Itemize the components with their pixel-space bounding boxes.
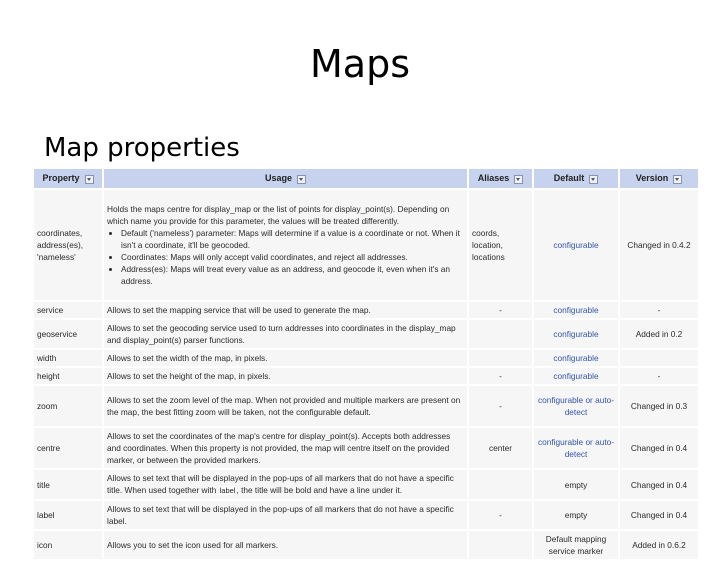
cell-default: empty bbox=[534, 501, 618, 529]
table-row bbox=[34, 470, 698, 499]
cell-version: Changed in 0.4 bbox=[620, 470, 698, 499]
cell-usage bbox=[104, 190, 467, 300]
cell-property: service bbox=[34, 302, 102, 318]
table-row bbox=[34, 531, 698, 559]
usage-intro: Holds the maps centre for display_map or the list of points for display_point(s). Depending on which name you provide for this parameter, the values will be treated differently. bbox=[107, 204, 450, 226]
usage-bullet: • Default ('nameless') parameter: Maps will determine if a value is a coordinate or not. When it isn't a coordinate, it'll be geocoded. bbox=[121, 227, 464, 251]
cell-aliases: center bbox=[469, 428, 532, 468]
sort-icon[interactable] bbox=[297, 175, 306, 184]
cell-property: zoom bbox=[34, 386, 102, 426]
cell-version: - bbox=[620, 368, 698, 384]
table-row bbox=[34, 368, 698, 384]
cell-property: height bbox=[34, 368, 102, 384]
cell-version: Changed in 0.4.2 bbox=[620, 190, 698, 300]
cell-aliases: - bbox=[469, 501, 532, 529]
header-version[interactable]: Version bbox=[620, 169, 698, 188]
cell-version: Changed in 0.4 bbox=[620, 428, 698, 468]
cell-default: empty bbox=[534, 470, 618, 499]
cell-usage: Allows to set text that will be displayed in the pop-ups of all markers that do not have a specific title. When used together with label, the title will be bold and have a line under it. bbox=[104, 470, 467, 499]
cell-aliases: - bbox=[469, 386, 532, 426]
map-properties-table-container bbox=[32, 167, 691, 556]
cell-aliases: coords, location, locations bbox=[469, 190, 532, 300]
sort-icon[interactable] bbox=[85, 175, 94, 184]
cell-default: configurable bbox=[534, 190, 618, 300]
header-default[interactable]: Default bbox=[534, 169, 618, 188]
table-row bbox=[34, 386, 698, 426]
cell-usage: Allows to set the width of the map, in pixels. bbox=[104, 350, 467, 366]
cell-usage: Allows you to set the icon used for all markers. bbox=[104, 531, 467, 559]
sort-icon[interactable] bbox=[589, 175, 598, 184]
cell-usage: Allows to set the height of the map, in pixels. bbox=[104, 368, 467, 384]
cell-version: Changed in 0.3 bbox=[620, 386, 698, 426]
cell-aliases bbox=[469, 531, 532, 559]
cell-property: centre bbox=[34, 428, 102, 468]
cell-property: geoservice bbox=[34, 320, 102, 348]
cell-default: configurable bbox=[534, 302, 618, 318]
header-property[interactable]: Property bbox=[34, 169, 102, 188]
cell-usage: Allows to set the coordinates of the map's centre for display_point(s). Accepts both addresses and coordinates. When this property is not provided, the map will centre itself on the provided marker, or between the provided markers. bbox=[104, 428, 467, 468]
sort-icon[interactable] bbox=[673, 175, 682, 184]
table-row bbox=[34, 320, 698, 348]
table-header-row bbox=[34, 169, 698, 188]
cell-default: configurable or auto-detect bbox=[534, 386, 618, 426]
cell-version: Added in 0.2 bbox=[620, 320, 698, 348]
header-aliases[interactable]: Aliases bbox=[469, 169, 532, 188]
sort-icon[interactable] bbox=[514, 175, 523, 184]
cell-version: Added in 0.6.2 bbox=[620, 531, 698, 559]
slide-subtitle: Map properties bbox=[44, 133, 240, 163]
cell-aliases bbox=[469, 350, 532, 366]
inline-code: label bbox=[219, 486, 236, 495]
cell-version bbox=[620, 350, 698, 366]
usage-bullet-list bbox=[107, 227, 464, 287]
usage-bullet: • Coordinates: Maps will only accept valid coordinates, and reject all addresses. bbox=[121, 251, 464, 263]
cell-property: width bbox=[34, 350, 102, 366]
cell-usage: Allows to set the mapping service that will be used to generate the map. bbox=[104, 302, 467, 318]
cell-aliases: - bbox=[469, 302, 532, 318]
cell-property: icon bbox=[34, 531, 102, 559]
cell-usage: Allows to set text that will be displayed in the pop-ups of all markers that do not have a specific label. bbox=[104, 501, 467, 529]
cell-default: configurable bbox=[534, 320, 618, 348]
cell-aliases bbox=[469, 320, 532, 348]
cell-property: label bbox=[34, 501, 102, 529]
header-usage[interactable]: Usage bbox=[104, 169, 467, 188]
cell-property: title bbox=[34, 470, 102, 499]
table-row bbox=[34, 501, 698, 529]
cell-default: configurable or auto-detect bbox=[534, 428, 618, 468]
table-row bbox=[34, 190, 698, 300]
cell-aliases: - bbox=[469, 368, 532, 384]
cell-version: - bbox=[620, 302, 698, 318]
table-row bbox=[34, 350, 698, 366]
usage-bullet: • Address(es): Maps will treat every value as an address, and geocode it, even when it's an address. bbox=[121, 263, 464, 287]
cell-usage: Allows to set the geocoding service used to turn addresses into coordinates in the display_map and display_point(s) parser functions. bbox=[104, 320, 467, 348]
cell-property: coordinates, address(es), 'nameless' bbox=[34, 190, 102, 300]
map-properties-table bbox=[32, 167, 700, 561]
cell-usage: Allows to set the zoom level of the map. When not provided and multiple markers are present on the map, the best fitting zoom will be taken, not the configurable default. bbox=[104, 386, 467, 426]
cell-default: configurable bbox=[534, 350, 618, 366]
table-row bbox=[34, 428, 698, 468]
cell-default: configurable bbox=[534, 368, 618, 384]
slide-title: Maps bbox=[310, 42, 410, 86]
table-row bbox=[34, 302, 698, 318]
cell-aliases bbox=[469, 470, 532, 499]
cell-version: Changed in 0.4 bbox=[620, 501, 698, 529]
cell-default: Default mapping service marker bbox=[534, 531, 618, 559]
